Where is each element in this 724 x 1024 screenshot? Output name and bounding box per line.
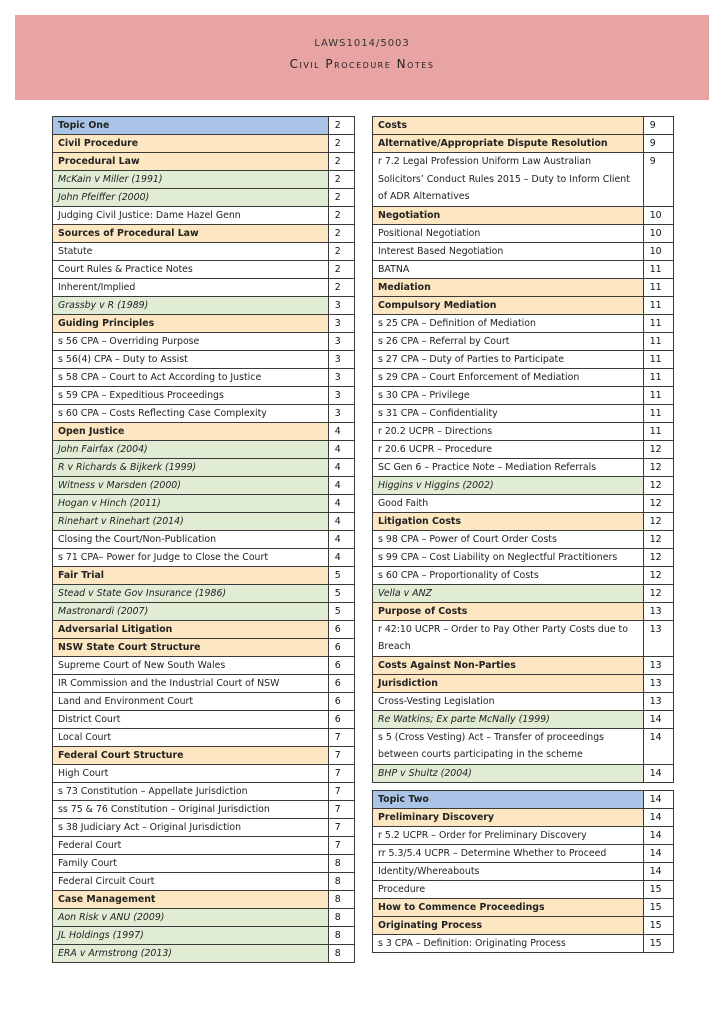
toc-row <box>53 639 355 657</box>
toc-page-number: 8 <box>328 909 354 927</box>
toc-page-number: 14 <box>643 791 673 809</box>
toc-entry-title: Purpose of Costs <box>373 602 644 620</box>
toc-page-number: 8 <box>328 891 354 909</box>
toc-entry-title: District Court <box>53 711 329 729</box>
toc-page-number: 14 <box>643 728 673 764</box>
toc-entry-title: s 59 CPA – Expeditious Proceedings <box>53 387 329 405</box>
toc-row <box>373 710 674 728</box>
toc-entry-title: Statute <box>53 243 329 261</box>
toc-entry-title: s 27 CPA – Duty of Parties to Participate <box>373 350 644 368</box>
toc-page-number: 10 <box>643 206 673 224</box>
toc-row <box>373 899 674 917</box>
toc-entry-title: Aon Risk v ANU (2009) <box>53 909 329 927</box>
toc-entry-title: John Pfeiffer (2000) <box>53 189 329 207</box>
toc-entry-title: Adversarial Litigation <box>53 621 329 639</box>
toc-entry-title: Topic One <box>53 117 329 135</box>
toc-entry-title: r 5.2 UCPR – Order for Preliminary Discovery <box>373 827 644 845</box>
toc-row <box>53 315 355 333</box>
toc-entry-title: Cross-Vesting Legislation <box>373 692 644 710</box>
toc-page-number: 12 <box>643 530 673 548</box>
toc-entry-title: r 20.6 UCPR – Procedure <box>373 440 644 458</box>
toc-entry-title: Land and Environment Court <box>53 693 329 711</box>
toc-row <box>373 350 674 368</box>
toc-entry-title: Inherent/Implied <box>53 279 329 297</box>
toc-row <box>373 728 674 764</box>
toc-page-number: 12 <box>643 476 673 494</box>
toc-entry-title: Judging Civil Justice: Dame Hazel Genn <box>53 207 329 225</box>
toc-entry-title: Interest Based Negotiation <box>373 242 644 260</box>
toc-row <box>53 585 355 603</box>
toc-entry-title: BHP v Shultz (2004) <box>373 764 644 782</box>
toc-page-number: 12 <box>643 458 673 476</box>
toc-entry-title: Jurisdiction <box>373 674 644 692</box>
toc-row <box>53 945 355 963</box>
toc-page-number: 6 <box>328 621 354 639</box>
toc-page-number: 14 <box>643 710 673 728</box>
toc-entry-title: Costs Against Non-Parties <box>373 656 644 674</box>
toc-entry-title: John Fairfax (2004) <box>53 441 329 459</box>
toc-row <box>53 567 355 585</box>
toc-page-number: 3 <box>328 369 354 387</box>
toc-row <box>53 693 355 711</box>
toc-page-number: 9 <box>643 117 673 135</box>
toc-entry-title: Compulsory Mediation <box>373 296 644 314</box>
toc-entry-title: Litigation Costs <box>373 512 644 530</box>
toc-page-number: 4 <box>328 423 354 441</box>
toc-row <box>53 513 355 531</box>
toc-entry-title: s 5 (Cross Vesting) Act – Transfer of proceedings between courts participating in the scheme <box>373 728 644 764</box>
toc-entry-title: Federal Circuit Court <box>53 873 329 891</box>
toc-entry-title: s 30 CPA – Privilege <box>373 386 644 404</box>
toc-row <box>373 620 674 656</box>
toc-page-number: 11 <box>643 350 673 368</box>
toc-entry-title: Federal Court <box>53 837 329 855</box>
toc-row <box>373 827 674 845</box>
toc-page-number: 7 <box>328 783 354 801</box>
toc-page-number: 2 <box>328 225 354 243</box>
toc-row <box>373 135 674 153</box>
toc-page-number: 11 <box>643 332 673 350</box>
toc-page-number: 7 <box>328 837 354 855</box>
toc-page-number: 15 <box>643 899 673 917</box>
toc-entry-title: Civil Procedure <box>53 135 329 153</box>
toc-page-number: 11 <box>643 404 673 422</box>
toc-page-number: 2 <box>328 207 354 225</box>
toc-page-number: 12 <box>643 440 673 458</box>
toc-row <box>53 459 355 477</box>
toc-row <box>53 549 355 567</box>
toc-entry-title: Procedure <box>373 881 644 899</box>
toc-entry-title: BATNA <box>373 260 644 278</box>
toc-row <box>53 297 355 315</box>
toc-entry-title: s 3 CPA – Definition: Originating Process <box>373 935 644 953</box>
toc-row <box>53 801 355 819</box>
toc-row <box>373 548 674 566</box>
toc-row <box>53 621 355 639</box>
toc-entry-title: Mastronardi (2007) <box>53 603 329 621</box>
toc-table-right <box>372 116 674 783</box>
toc-entry-title: Case Management <box>53 891 329 909</box>
course-code: LAWS1014/5003 <box>314 38 410 49</box>
toc-row <box>373 422 674 440</box>
toc-page-number: 7 <box>328 747 354 765</box>
toc-entry-title: s 26 CPA – Referral by Court <box>373 332 644 350</box>
toc-entry-title: rr 5.3/5.4 UCPR – Determine Whether to Proceed <box>373 845 644 863</box>
toc-entry-title: Witness v Marsden (2000) <box>53 477 329 495</box>
toc-page-number: 4 <box>328 495 354 513</box>
toc-row <box>53 927 355 945</box>
toc-row <box>373 206 674 224</box>
toc-page-number: 5 <box>328 567 354 585</box>
toc-row <box>53 333 355 351</box>
toc-row <box>53 729 355 747</box>
toc-row <box>373 368 674 386</box>
toc-row <box>373 530 674 548</box>
toc-entry-title: Good Faith <box>373 494 644 512</box>
toc-page-number: 11 <box>643 296 673 314</box>
toc-entry-title: Costs <box>373 117 644 135</box>
toc-page-number: 12 <box>643 512 673 530</box>
toc-row <box>373 584 674 602</box>
toc-entry-title: Negotiation <box>373 206 644 224</box>
toc-entry-title: How to Commence Proceedings <box>373 899 644 917</box>
toc-page-number: 2 <box>328 117 354 135</box>
toc-row <box>53 819 355 837</box>
toc-page-number: 7 <box>328 729 354 747</box>
toc-page-number: 14 <box>643 764 673 782</box>
toc-entry-title: Procedural Law <box>53 153 329 171</box>
toc-page-number: 3 <box>328 387 354 405</box>
toc-entry-title: s 60 CPA – Costs Reflecting Case Complexity <box>53 405 329 423</box>
toc-row <box>53 477 355 495</box>
toc-row <box>373 153 674 207</box>
toc-page-number: 2 <box>328 171 354 189</box>
toc-page-number: 10 <box>643 224 673 242</box>
toc-page-number: 2 <box>328 279 354 297</box>
toc-page-number: 12 <box>643 566 673 584</box>
toc-page-number: 2 <box>328 189 354 207</box>
toc-page-number: 15 <box>643 935 673 953</box>
toc-page-number: 13 <box>643 674 673 692</box>
toc-row <box>373 458 674 476</box>
title-banner <box>15 15 709 100</box>
toc-page-number: 2 <box>328 135 354 153</box>
toc-page-number: 4 <box>328 549 354 567</box>
toc-row <box>373 278 674 296</box>
toc-row <box>53 171 355 189</box>
toc-entry-title: r 20.2 UCPR – Directions <box>373 422 644 440</box>
toc-page-number: 13 <box>643 620 673 656</box>
toc-row <box>53 603 355 621</box>
toc-entry-title: Guiding Principles <box>53 315 329 333</box>
toc-page-number: 7 <box>328 819 354 837</box>
toc-entry-title: Family Court <box>53 855 329 873</box>
toc-row <box>53 153 355 171</box>
toc-entry-title: McKain v Miller (1991) <box>53 171 329 189</box>
toc-entry-title: JL Holdings (1997) <box>53 927 329 945</box>
toc-row <box>53 675 355 693</box>
toc-row <box>53 747 355 765</box>
toc-page-number: 11 <box>643 314 673 332</box>
toc-entry-title: Positional Negotiation <box>373 224 644 242</box>
toc-row <box>53 405 355 423</box>
toc-row <box>53 387 355 405</box>
toc-entry-title: s 56 CPA – Overriding Purpose <box>53 333 329 351</box>
toc-page-number: 13 <box>643 602 673 620</box>
toc-entry-title: Originating Process <box>373 917 644 935</box>
toc-row <box>53 135 355 153</box>
toc-row <box>53 441 355 459</box>
toc-page-number: 8 <box>328 945 354 963</box>
toc-page-number: 10 <box>643 242 673 260</box>
toc-entry-title: s 25 CPA – Definition of Mediation <box>373 314 644 332</box>
toc-page-number: 3 <box>328 405 354 423</box>
toc-page-number: 14 <box>643 827 673 845</box>
toc-row <box>53 657 355 675</box>
toc-page-number: 8 <box>328 873 354 891</box>
toc-entry-title: s 71 CPA– Power for Judge to Close the Court <box>53 549 329 567</box>
toc-page-number: 4 <box>328 459 354 477</box>
toc-page-number: 3 <box>328 297 354 315</box>
toc-row <box>373 692 674 710</box>
toc-entry-title: Supreme Court of New South Wales <box>53 657 329 675</box>
toc-row <box>373 296 674 314</box>
toc-row <box>373 764 674 782</box>
toc-row <box>53 351 355 369</box>
toc-page-number: 6 <box>328 693 354 711</box>
toc-page-number: 11 <box>643 260 673 278</box>
toc-entry-title: s 98 CPA – Power of Court Order Costs <box>373 530 644 548</box>
toc-entry-title: R v Richards & Bijkerk (1999) <box>53 459 329 477</box>
toc-entry-title: s 58 CPA – Court to Act According to Justice <box>53 369 329 387</box>
toc-entry-title: r 42:10 UCPR – Order to Pay Other Party Costs due to Breach <box>373 620 644 656</box>
toc-page-number: 11 <box>643 386 673 404</box>
toc-row <box>53 855 355 873</box>
toc-row <box>53 243 355 261</box>
toc-row <box>373 791 674 809</box>
toc-row <box>53 117 355 135</box>
toc-entry-title: s 29 CPA – Court Enforcement of Mediation <box>373 368 644 386</box>
toc-row <box>53 711 355 729</box>
toc-row <box>53 369 355 387</box>
toc-entry-title: Court Rules & Practice Notes <box>53 261 329 279</box>
toc-row <box>53 423 355 441</box>
toc-row <box>373 332 674 350</box>
toc-entry-title: s 99 CPA – Cost Liability on Neglectful Practitioners <box>373 548 644 566</box>
toc-entry-title: SC Gen 6 – Practice Note – Mediation Referrals <box>373 458 644 476</box>
toc-page-number: 15 <box>643 881 673 899</box>
toc-entry-title: Local Court <box>53 729 329 747</box>
toc-page-number: 8 <box>328 927 354 945</box>
toc-entry-title: Vella v ANZ <box>373 584 644 602</box>
toc-page-number: 5 <box>328 585 354 603</box>
toc-entry-title: r 7.2 Legal Profession Uniform Law Australian Solicitors’ Conduct Rules 2015 – Duty to Inform Client of ADR Alternatives <box>373 153 644 207</box>
toc-row <box>373 512 674 530</box>
toc-row <box>53 207 355 225</box>
toc-page-number: 6 <box>328 675 354 693</box>
toc-row <box>373 314 674 332</box>
toc-row <box>373 224 674 242</box>
toc-entry-title: Hogan v Hinch (2011) <box>53 495 329 513</box>
toc-row <box>373 386 674 404</box>
toc-entry-title: Federal Court Structure <box>53 747 329 765</box>
toc-row <box>53 873 355 891</box>
toc-entry-title: Preliminary Discovery <box>373 809 644 827</box>
toc-entry-title: Stead v State Gov Insurance (1986) <box>53 585 329 603</box>
toc-page-number: 14 <box>643 863 673 881</box>
toc-entry-title: Grassby v R (1989) <box>53 297 329 315</box>
toc-row <box>53 765 355 783</box>
toc-entry-title: s 38 Judiciary Act – Original Jurisdiction <box>53 819 329 837</box>
toc-page-number: 9 <box>643 135 673 153</box>
toc-page-number: 4 <box>328 441 354 459</box>
toc-page-number: 11 <box>643 422 673 440</box>
toc-row <box>373 117 674 135</box>
toc-page-number: 7 <box>328 765 354 783</box>
toc-entry-title: s 73 Constitution – Appellate Jurisdiction <box>53 783 329 801</box>
toc-row <box>373 935 674 953</box>
toc-row <box>373 674 674 692</box>
toc-entry-title: Higgins v Higgins (2002) <box>373 476 644 494</box>
toc-row <box>373 863 674 881</box>
toc-entry-title: IR Commission and the Industrial Court of NSW <box>53 675 329 693</box>
toc-row <box>53 909 355 927</box>
toc-page-number: 13 <box>643 656 673 674</box>
toc-row <box>373 260 674 278</box>
toc-page-number: 2 <box>328 261 354 279</box>
toc-table-topic-two <box>372 790 674 953</box>
toc-entry-title: Identity/Whereabouts <box>373 863 644 881</box>
toc-row <box>373 242 674 260</box>
toc-page-number: 3 <box>328 351 354 369</box>
toc-row <box>53 783 355 801</box>
toc-page-number: 7 <box>328 801 354 819</box>
toc-page-number: 2 <box>328 243 354 261</box>
toc-row <box>53 261 355 279</box>
toc-page-number: 6 <box>328 711 354 729</box>
toc-entry-title: s 31 CPA – Confidentiality <box>373 404 644 422</box>
toc-page-number: 11 <box>643 278 673 296</box>
toc-page-number: 4 <box>328 477 354 495</box>
toc-row <box>373 494 674 512</box>
toc-row <box>373 476 674 494</box>
document-title: Civil Procedure Notes <box>289 57 435 71</box>
toc-page-number: 11 <box>643 368 673 386</box>
toc-row <box>373 602 674 620</box>
toc-row <box>53 225 355 243</box>
toc-page-number: 12 <box>643 494 673 512</box>
toc-entry-title: Rinehart v Rinehart (2014) <box>53 513 329 531</box>
toc-row <box>53 279 355 297</box>
toc-row <box>373 440 674 458</box>
toc-entry-title: Re Watkins; Ex parte McNally (1999) <box>373 710 644 728</box>
toc-row <box>53 189 355 207</box>
toc-entry-title: ss 75 & 76 Constitution – Original Jurisdiction <box>53 801 329 819</box>
toc-row <box>373 656 674 674</box>
toc-entry-title: Closing the Court/Non-Publication <box>53 531 329 549</box>
toc-page-number: 4 <box>328 531 354 549</box>
toc-page-number: 2 <box>328 153 354 171</box>
toc-entry-title: High Court <box>53 765 329 783</box>
toc-page-number: 3 <box>328 315 354 333</box>
toc-row <box>373 881 674 899</box>
toc-entry-title: Alternative/Appropriate Dispute Resolution <box>373 135 644 153</box>
toc-page-number: 12 <box>643 584 673 602</box>
toc-entry-title: s 60 CPA – Proportionality of Costs <box>373 566 644 584</box>
toc-row <box>53 891 355 909</box>
toc-page-number: 6 <box>328 657 354 675</box>
toc-entry-title: Fair Trial <box>53 567 329 585</box>
toc-entry-title: Open Justice <box>53 423 329 441</box>
toc-entry-title: ERA v Armstrong (2013) <box>53 945 329 963</box>
toc-row <box>373 566 674 584</box>
toc-page-number: 14 <box>643 809 673 827</box>
toc-row <box>373 809 674 827</box>
toc-entry-title: Topic Two <box>373 791 644 809</box>
toc-table-left <box>52 116 355 963</box>
toc-row <box>53 531 355 549</box>
toc-page-number: 5 <box>328 603 354 621</box>
toc-row <box>373 404 674 422</box>
toc-page-number: 13 <box>643 692 673 710</box>
toc-row <box>53 837 355 855</box>
toc-row <box>53 495 355 513</box>
toc-entry-title: NSW State Court Structure <box>53 639 329 657</box>
toc-row <box>373 845 674 863</box>
toc-page-number: 3 <box>328 333 354 351</box>
toc-page-number: 6 <box>328 639 354 657</box>
toc-page-number: 14 <box>643 845 673 863</box>
toc-page-number: 4 <box>328 513 354 531</box>
toc-page-number: 8 <box>328 855 354 873</box>
toc-page-number: 12 <box>643 548 673 566</box>
toc-page-number: 9 <box>643 153 673 207</box>
toc-row <box>373 917 674 935</box>
toc-entry-title: Mediation <box>373 278 644 296</box>
toc-entry-title: Sources of Procedural Law <box>53 225 329 243</box>
toc-page-number: 15 <box>643 917 673 935</box>
toc-entry-title: s 56(4) CPA – Duty to Assist <box>53 351 329 369</box>
